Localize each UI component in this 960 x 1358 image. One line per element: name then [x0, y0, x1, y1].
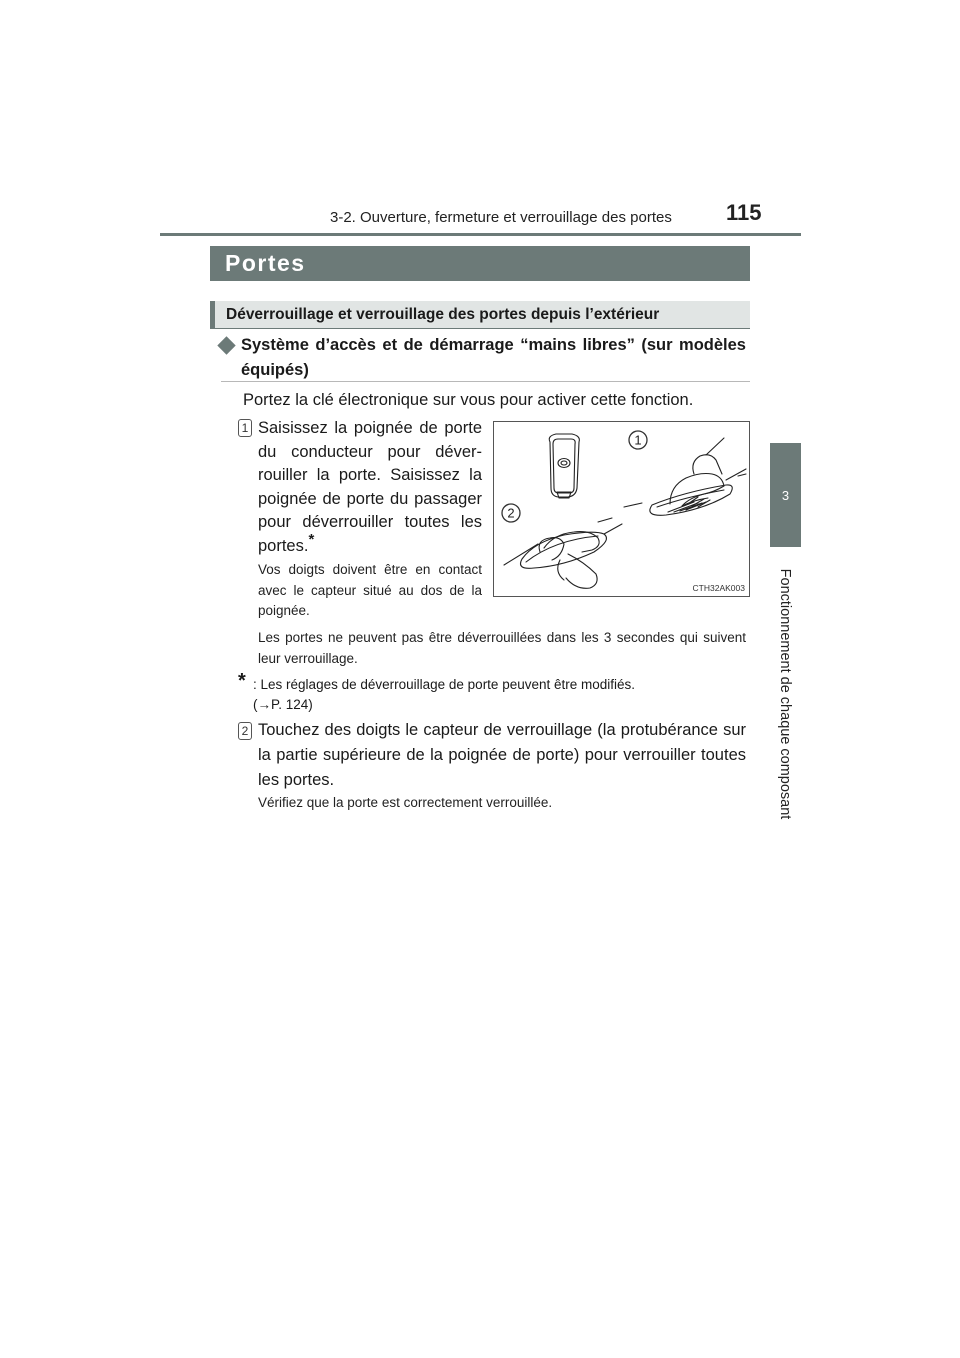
- door-handle-upper-icon: [650, 485, 732, 515]
- bullet-title: Système d’accès et de démarrage “mains libres” (sur modèles équipés): [241, 336, 746, 379]
- running-header: 3-2. Ouverture, fermeture et verrouillage des portes: [330, 209, 672, 226]
- chapter-label-text: Fonctionnement de chaque composant: [777, 568, 793, 820]
- bullet-divider: [221, 381, 750, 382]
- sub-section-title: Déverrouillage et verrouillage des portes depuis l’extérieur: [210, 301, 750, 329]
- door-handle-lower-icon: [521, 532, 607, 568]
- footnote: [253, 675, 743, 714]
- page-number: 115: [726, 200, 762, 225]
- illustration-drawing: [494, 422, 751, 598]
- step-1-note: Vos doigts doivent être en contact avec le capteur situé au dos de la poignée.: [258, 562, 482, 618]
- step-2-badge: [238, 722, 252, 740]
- step-1-body: Saisissez la poignée de porte du conducteur pour déverrouiller la porte. Saisissez la poignée de porte du passager pour déverrouiller toutes les portes.: [258, 419, 482, 555]
- diamond-bullet-icon: [217, 336, 235, 354]
- footnote-reference: (→P. 124): [253, 696, 313, 712]
- header-rule: [160, 233, 801, 236]
- callout-1-label: 1: [634, 432, 642, 448]
- intro-text: Portez la clé électronique sur vous pour activer cette fonction.: [243, 391, 694, 409]
- step-1-number: 1: [241, 421, 249, 435]
- step-1-note-2: Les portes ne peuvent pas être déverrouillées dans les 3 secondes qui suivent leur verrouillage.: [258, 630, 746, 666]
- step-2-note: Vérifiez que la porte est correctement verrouillée.: [258, 795, 553, 810]
- chapter-label: [771, 553, 799, 835]
- footnote-text: Les réglages de déverrouillage de porte peuvent être modifiés.: [260, 677, 636, 692]
- figure-code: CTH32AK003: [692, 583, 745, 593]
- step-1-badge: [238, 419, 252, 437]
- hand-lower-icon: [544, 532, 599, 552]
- section-title: Portes: [210, 246, 750, 281]
- step-2-text: Touchez des doigts le capteur de verrouillage (la protubérance sur la partie supérieure de la poignée de porte) pour verrouiller toutes les portes.: [258, 721, 746, 789]
- callout-2-label: 2: [507, 505, 515, 521]
- footnote-marker: *: [238, 670, 246, 692]
- chapter-tab: [770, 443, 801, 547]
- chapter-number: 3: [781, 487, 790, 503]
- key-and-door-handle-illustration: [493, 421, 750, 597]
- step-2-number: 2: [241, 724, 249, 738]
- step-1-text: [258, 417, 482, 558]
- footnote-colon: :: [253, 677, 257, 692]
- step-1-footnote-marker: *: [308, 530, 315, 548]
